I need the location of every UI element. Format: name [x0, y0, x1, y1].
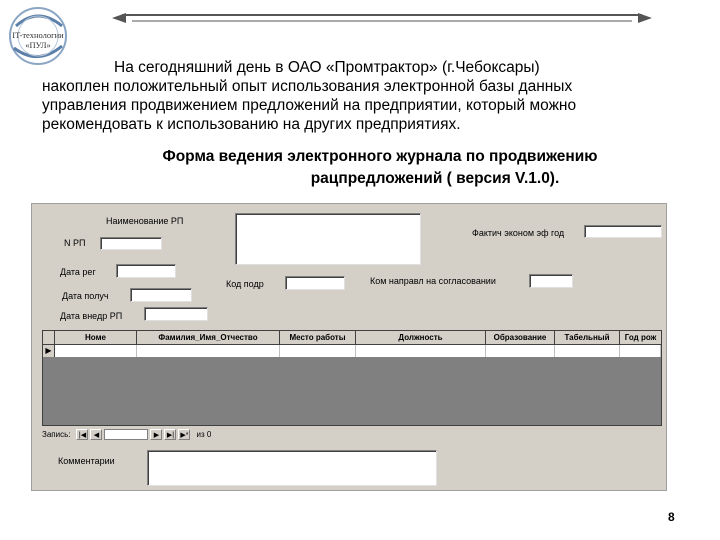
effect-label: Фактич эконом эф год: [472, 228, 565, 238]
num-field[interactable]: [100, 237, 162, 250]
logo-text: IT-технологии «ПУЛ»: [12, 30, 64, 50]
name-field[interactable]: [235, 213, 421, 265]
first-record-icon[interactable]: |◀: [76, 429, 88, 440]
grid-header: [43, 331, 661, 345]
received-date-label: Дата получ: [62, 291, 109, 301]
record-number-input[interactable]: [104, 429, 148, 440]
grid-cell[interactable]: [620, 345, 661, 357]
grid-column-header[interactable]: Табельный: [555, 331, 620, 344]
name-label: Наименование РП: [106, 216, 184, 226]
code-label: Код подр: [226, 279, 264, 289]
grid-cell[interactable]: [280, 345, 356, 357]
next-record-icon[interactable]: ▶: [150, 429, 162, 440]
comments-label: Комментарии: [58, 456, 115, 466]
form-title: [110, 146, 650, 190]
intro-line-3: управления продвижением предложений на предприятии, который можно: [42, 97, 577, 114]
impl-date-label: Дата внедр РП: [60, 311, 123, 321]
page-number: 8: [668, 510, 675, 524]
grid-cell[interactable]: [356, 345, 486, 357]
impl-date-field[interactable]: [144, 307, 208, 321]
row-selector-icon[interactable]: ▶: [43, 345, 55, 357]
grid-column-header[interactable]: Место работы: [280, 331, 356, 344]
effect-field[interactable]: [584, 225, 662, 238]
approval-label: Ком направл на согласовании: [370, 276, 496, 286]
grid-column-header[interactable]: Образование: [486, 331, 555, 344]
comments-field[interactable]: [147, 450, 437, 486]
grid-corner: [43, 331, 55, 344]
reg-date-label: Дата рег: [60, 267, 96, 277]
num-label: N РП: [64, 238, 86, 248]
intro-line-4: рекомендовать к использованию на других предприятиях.: [42, 116, 461, 133]
grid-column-header[interactable]: Номе: [55, 331, 137, 344]
employees-grid: [42, 330, 662, 426]
grid-cell[interactable]: [55, 345, 137, 357]
grid-column-header[interactable]: Фамилия_Имя_Отчество: [137, 331, 280, 344]
reg-date-field[interactable]: [116, 264, 176, 278]
grid-column-header[interactable]: Должность: [356, 331, 486, 344]
received-date-field[interactable]: [130, 288, 192, 302]
record-navigator: [42, 428, 211, 441]
intro-line-1: На сегодняшний день в ОАО «Промтрактор» (г.Чебоксары): [114, 59, 540, 76]
intro-line-2: накоплен положительный опыт использования электронной базы данных: [42, 78, 573, 95]
grid-cell[interactable]: [555, 345, 620, 357]
record-count: из 0: [196, 430, 212, 439]
decorative-rule: [112, 10, 652, 28]
form-title-line-1: Форма ведения электронного журнала по продвижению: [162, 148, 598, 165]
intro-paragraph: [42, 58, 682, 134]
grid-column-header[interactable]: Год рож: [624, 333, 657, 342]
code-field[interactable]: [285, 276, 345, 290]
new-record-icon[interactable]: ▶*: [178, 429, 190, 440]
grid-cell[interactable]: [137, 345, 280, 357]
prev-record-icon[interactable]: ◀: [90, 429, 102, 440]
record-label: Запись:: [42, 430, 71, 439]
table-row[interactable]: [43, 345, 661, 357]
form-title-line-2: рацпредложений ( версия V.1.0).: [310, 170, 560, 187]
grid-cell[interactable]: [486, 345, 555, 357]
journal-form: [31, 203, 667, 491]
last-record-icon[interactable]: ▶|: [164, 429, 176, 440]
approval-field[interactable]: [529, 274, 573, 288]
